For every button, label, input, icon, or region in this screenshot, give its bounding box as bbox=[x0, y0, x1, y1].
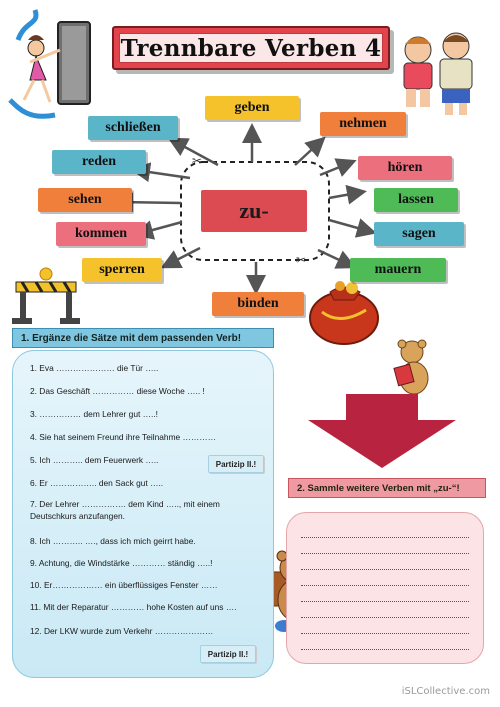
sack-icon bbox=[310, 281, 378, 344]
verb-schliessen: schließen bbox=[88, 116, 178, 140]
answer-line[interactable] bbox=[301, 585, 469, 586]
verb-sagen: sagen bbox=[374, 222, 464, 246]
svg-text:✂: ✂ bbox=[296, 253, 307, 267]
verb-sperren: sperren bbox=[82, 258, 162, 282]
verb-kommen: kommen bbox=[56, 222, 146, 246]
answer-line[interactable] bbox=[301, 633, 469, 634]
verb-binden: binden bbox=[212, 292, 304, 316]
sentence-8: 8. Ich ……….. …., dass ich mich geirrt habe. bbox=[30, 536, 196, 546]
sentence-12: 12. Der LKW wurde zum Verkehr ………………… bbox=[30, 626, 214, 636]
partizip-hint-2: Partizip II.! bbox=[200, 645, 256, 663]
verb-hoeren: hören bbox=[358, 156, 452, 180]
kids-icon bbox=[404, 33, 472, 115]
verb-mauern: mauern bbox=[350, 258, 446, 282]
svg-text:✂: ✂ bbox=[192, 154, 203, 168]
sentence-2: 2. Das Geschäft …………… diese Woche ….. ! bbox=[30, 386, 205, 396]
exercise2-heading: 2. Sammle weitere Verben mit „zu-“! bbox=[288, 478, 486, 498]
sentence-5: 5. Ich ……….. dem Feuerwerk ….. bbox=[30, 455, 159, 465]
center-prefix-box: zu- bbox=[201, 190, 307, 232]
down-arrow-icon bbox=[308, 394, 456, 468]
answer-line[interactable] bbox=[301, 601, 469, 602]
exercise2-panel bbox=[286, 512, 484, 664]
verb-reden: reden bbox=[52, 150, 146, 174]
sentence-4: 4. Sie hat seinem Freund ihre Teilnahme ………… bbox=[30, 432, 217, 442]
verb-lassen: lassen bbox=[374, 188, 458, 212]
partizip-hint-1: Partizip II.! bbox=[208, 455, 264, 473]
answer-line[interactable] bbox=[301, 649, 469, 650]
sentence-1: 1. Eva ………………… die Tür ….. bbox=[30, 363, 159, 373]
sentence-3: 3. …………… dem Lehrer gut …..! bbox=[30, 409, 158, 419]
door-girl-icon bbox=[10, 10, 90, 116]
teddy-bear-reading-icon bbox=[394, 340, 428, 394]
footer-credit: iSLCollective.com bbox=[401, 686, 490, 697]
verb-nehmen: nehmen bbox=[320, 112, 406, 136]
barrier-icon bbox=[12, 268, 80, 324]
sentence-9: 9. Achtung, die Windstärke ………… ständig …..! bbox=[30, 558, 213, 568]
sentence-6: 6. Er …………….. den Sack gut ….. bbox=[30, 478, 164, 488]
exercise1-heading: 1. Ergänze die Sätze mit dem passenden Verb! bbox=[12, 328, 274, 348]
answer-line[interactable] bbox=[301, 617, 469, 618]
sentence-7: 7. Der Lehrer ……………. dem Kind ….., mit einem Deutschkurs anzufangen. bbox=[30, 499, 220, 521]
page-title: Trennbare Verben 4 bbox=[120, 34, 382, 62]
sentence-11: 11. Mit der Reparatur ………… hohe Kosten auf uns …. bbox=[30, 602, 237, 612]
answer-line[interactable] bbox=[301, 553, 469, 554]
verb-geben: geben bbox=[205, 96, 299, 120]
verb-sehen: sehen bbox=[38, 188, 132, 212]
answer-line[interactable] bbox=[301, 537, 469, 538]
sentence-10: 10. Er……………… ein überflüssiges Fenster …… bbox=[30, 580, 218, 590]
answer-line[interactable] bbox=[301, 569, 469, 570]
